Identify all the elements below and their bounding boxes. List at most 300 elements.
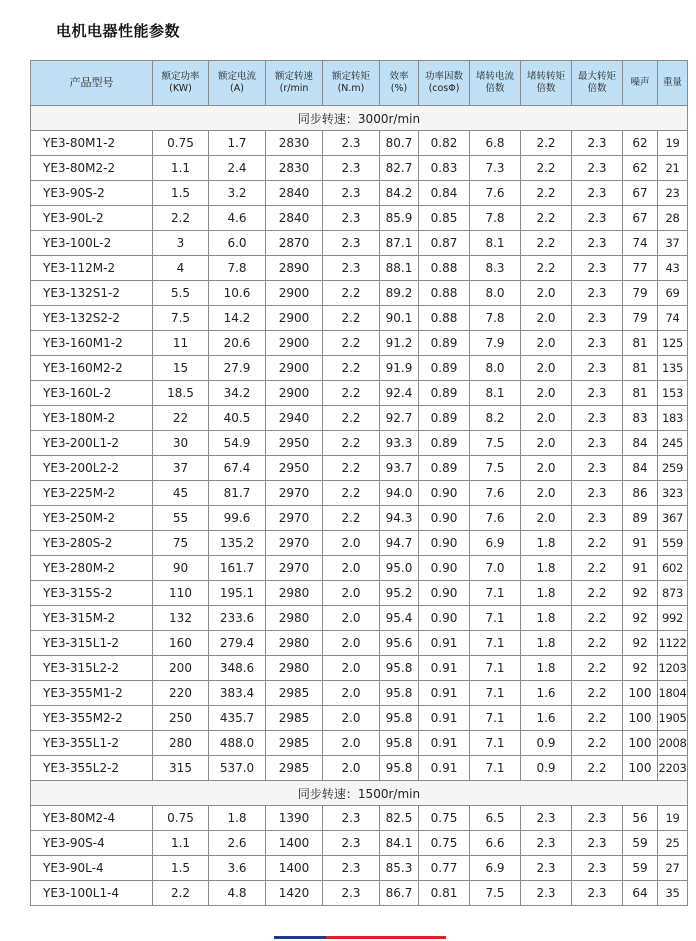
value-cell: 91.2: [380, 331, 419, 356]
value-cell: 259: [658, 456, 688, 481]
value-cell: 0.88: [419, 281, 470, 306]
model-cell: YE3-180M-2: [31, 406, 153, 431]
model-cell: YE3-160L-2: [31, 381, 153, 406]
value-cell: 0.89: [419, 406, 470, 431]
value-cell: 19: [658, 131, 688, 156]
value-cell: 91.9: [380, 356, 419, 381]
value-cell: 2.2: [572, 581, 623, 606]
value-cell: 15: [153, 356, 209, 381]
value-cell: 2.3: [323, 881, 380, 906]
model-cell: YE3-160M1-2: [31, 331, 153, 356]
value-cell: 2970: [266, 481, 323, 506]
value-cell: 195.1: [209, 581, 266, 606]
table-row: [31, 856, 688, 881]
value-cell: 2.2: [521, 256, 572, 281]
value-cell: 2.2: [521, 181, 572, 206]
value-cell: 18.5: [153, 381, 209, 406]
value-cell: 81: [623, 331, 658, 356]
value-cell: 95.8: [380, 731, 419, 756]
value-cell: 2.3: [572, 856, 623, 881]
value-cell: 2.3: [323, 206, 380, 231]
model-cell: YE3-132S2-2: [31, 306, 153, 331]
value-cell: 2.0: [521, 281, 572, 306]
value-cell: 2.0: [521, 431, 572, 456]
model-cell: YE3-90L-2: [31, 206, 153, 231]
value-cell: 7.9: [470, 331, 521, 356]
value-cell: 2985: [266, 756, 323, 781]
value-cell: 8.3: [470, 256, 521, 281]
model-cell: YE3-355L1-2: [31, 731, 153, 756]
value-cell: 992: [658, 606, 688, 631]
model-cell: YE3-315L2-2: [31, 656, 153, 681]
value-cell: 2.3: [572, 156, 623, 181]
table-row: [31, 706, 688, 731]
value-cell: 2.3: [572, 881, 623, 906]
value-cell: 56: [623, 806, 658, 831]
value-cell: 200: [153, 656, 209, 681]
value-cell: 1.8: [521, 656, 572, 681]
value-cell: 7.6: [470, 481, 521, 506]
table-row: [31, 306, 688, 331]
model-cell: YE3-90L-4: [31, 856, 153, 881]
model-cell: YE3-90S-4: [31, 831, 153, 856]
value-cell: 6.9: [470, 856, 521, 881]
value-cell: 2.0: [521, 356, 572, 381]
column-header: 最大转矩 倍数: [572, 61, 623, 106]
value-cell: 2985: [266, 731, 323, 756]
value-cell: 62: [623, 156, 658, 181]
value-cell: 92.7: [380, 406, 419, 431]
value-cell: 25: [658, 831, 688, 856]
value-cell: 0.87: [419, 231, 470, 256]
model-cell: YE3-315S-2: [31, 581, 153, 606]
value-cell: 1400: [266, 831, 323, 856]
value-cell: 0.90: [419, 531, 470, 556]
column-header: 额定转速 (r/min: [266, 61, 323, 106]
value-cell: 2.3: [521, 856, 572, 881]
value-cell: 2900: [266, 331, 323, 356]
value-cell: 23: [658, 181, 688, 206]
value-cell: 0.89: [419, 331, 470, 356]
value-cell: 94.0: [380, 481, 419, 506]
table-header-row: [31, 61, 688, 106]
value-cell: 2.2: [153, 881, 209, 906]
value-cell: 488.0: [209, 731, 266, 756]
value-cell: 55: [153, 506, 209, 531]
value-cell: 2.3: [572, 231, 623, 256]
value-cell: 0.84: [419, 181, 470, 206]
value-cell: 2.3: [323, 831, 380, 856]
value-cell: 135.2: [209, 531, 266, 556]
group-row: [31, 106, 688, 131]
value-cell: 2.2: [572, 756, 623, 781]
value-cell: 67: [623, 181, 658, 206]
table-row: [31, 631, 688, 656]
model-cell: YE3-280M-2: [31, 556, 153, 581]
model-cell: YE3-355M2-2: [31, 706, 153, 731]
value-cell: 92.4: [380, 381, 419, 406]
value-cell: 2.2: [153, 206, 209, 231]
value-cell: 0.89: [419, 456, 470, 481]
value-cell: 1.6: [521, 706, 572, 731]
value-cell: 0.75: [419, 806, 470, 831]
value-cell: 2985: [266, 681, 323, 706]
value-cell: 2.3: [323, 131, 380, 156]
value-cell: 1.8: [209, 806, 266, 831]
value-cell: 79: [623, 281, 658, 306]
column-header: 功率因数 (cosΦ): [419, 61, 470, 106]
value-cell: 160: [153, 631, 209, 656]
value-cell: 2203: [658, 756, 688, 781]
value-cell: 1905: [658, 706, 688, 731]
value-cell: 2.3: [572, 831, 623, 856]
value-cell: 92: [623, 606, 658, 631]
value-cell: 2985: [266, 706, 323, 731]
model-cell: YE3-250M-2: [31, 506, 153, 531]
value-cell: 84: [623, 456, 658, 481]
value-cell: 1.7: [209, 131, 266, 156]
model-cell: YE3-80M2-4: [31, 806, 153, 831]
value-cell: 2.2: [323, 456, 380, 481]
value-cell: 7.8: [470, 306, 521, 331]
value-cell: 99.6: [209, 506, 266, 531]
value-cell: 93.7: [380, 456, 419, 481]
value-cell: 7.3: [470, 156, 521, 181]
column-header: 额定功率 (KW): [153, 61, 209, 106]
value-cell: 0.9: [521, 731, 572, 756]
value-cell: 43: [658, 256, 688, 281]
table-row: [31, 381, 688, 406]
table-row: [31, 281, 688, 306]
spec-table: [30, 60, 688, 906]
value-cell: 1203: [658, 656, 688, 681]
value-cell: 27.9: [209, 356, 266, 381]
value-cell: 2.3: [572, 431, 623, 456]
value-cell: 0.91: [419, 706, 470, 731]
value-cell: 2950: [266, 456, 323, 481]
value-cell: 7.1: [470, 731, 521, 756]
value-cell: 11: [153, 331, 209, 356]
column-header: 产品型号: [31, 61, 153, 106]
value-cell: 2.2: [572, 656, 623, 681]
value-cell: 83: [623, 406, 658, 431]
value-cell: 2.0: [521, 456, 572, 481]
value-cell: 1.1: [153, 156, 209, 181]
value-cell: 1122: [658, 631, 688, 656]
value-cell: 2.0: [521, 331, 572, 356]
value-cell: 1.6: [521, 681, 572, 706]
value-cell: 84.2: [380, 181, 419, 206]
table-row: [31, 206, 688, 231]
value-cell: 2.2: [572, 681, 623, 706]
table-row: [31, 131, 688, 156]
value-cell: 6.9: [470, 531, 521, 556]
value-cell: 86.7: [380, 881, 419, 906]
table-row: [31, 256, 688, 281]
table-body: [31, 106, 688, 906]
value-cell: 559: [658, 531, 688, 556]
value-cell: 8.0: [470, 281, 521, 306]
value-cell: 30: [153, 431, 209, 456]
value-cell: 233.6: [209, 606, 266, 631]
value-cell: 602: [658, 556, 688, 581]
model-cell: YE3-100L1-4: [31, 881, 153, 906]
model-cell: YE3-355L2-2: [31, 756, 153, 781]
value-cell: 2830: [266, 156, 323, 181]
value-cell: 93.3: [380, 431, 419, 456]
value-cell: 2.2: [323, 381, 380, 406]
value-cell: 0.89: [419, 356, 470, 381]
value-cell: 2.0: [323, 706, 380, 731]
value-cell: 45: [153, 481, 209, 506]
value-cell: 7.1: [470, 681, 521, 706]
value-cell: 8.2: [470, 406, 521, 431]
value-cell: 0.82: [419, 131, 470, 156]
footer-bar-red: [326, 936, 446, 939]
model-cell: YE3-90S-2: [31, 181, 153, 206]
value-cell: 183: [658, 406, 688, 431]
value-cell: 2.3: [572, 381, 623, 406]
value-cell: 0.91: [419, 631, 470, 656]
value-cell: 1.8: [521, 581, 572, 606]
value-cell: 54.9: [209, 431, 266, 456]
value-cell: 3.6: [209, 856, 266, 881]
value-cell: 537.0: [209, 756, 266, 781]
model-cell: YE3-132S1-2: [31, 281, 153, 306]
model-cell: YE3-112M-2: [31, 256, 153, 281]
value-cell: 2.2: [521, 206, 572, 231]
value-cell: 80.7: [380, 131, 419, 156]
value-cell: 0.83: [419, 156, 470, 181]
value-cell: 2.3: [572, 306, 623, 331]
value-cell: 1.8: [521, 631, 572, 656]
value-cell: 7.1: [470, 656, 521, 681]
table-row: [31, 881, 688, 906]
value-cell: 2.6: [209, 831, 266, 856]
footer-bar-blue: [274, 936, 326, 939]
value-cell: 2.0: [323, 731, 380, 756]
column-header: 噪声: [623, 61, 658, 106]
value-cell: 74: [658, 306, 688, 331]
value-cell: 2970: [266, 556, 323, 581]
value-cell: 245: [658, 431, 688, 456]
value-cell: 2980: [266, 631, 323, 656]
model-cell: YE3-200L2-2: [31, 456, 153, 481]
value-cell: 95.8: [380, 681, 419, 706]
column-header: 堵转电流 倍数: [470, 61, 521, 106]
value-cell: 2.3: [323, 181, 380, 206]
value-cell: 21: [658, 156, 688, 181]
column-header: 堵转转矩 倍数: [521, 61, 572, 106]
table-row: [31, 156, 688, 181]
table-row: [31, 681, 688, 706]
value-cell: 2.2: [323, 506, 380, 531]
value-cell: 2.3: [572, 331, 623, 356]
value-cell: 79: [623, 306, 658, 331]
value-cell: 0.91: [419, 731, 470, 756]
value-cell: 75: [153, 531, 209, 556]
value-cell: 1.5: [153, 856, 209, 881]
model-cell: YE3-315L1-2: [31, 631, 153, 656]
value-cell: 2.0: [323, 606, 380, 631]
value-cell: 0.90: [419, 481, 470, 506]
value-cell: 6.6: [470, 831, 521, 856]
value-cell: 2.2: [521, 231, 572, 256]
value-cell: 2970: [266, 531, 323, 556]
value-cell: 95.4: [380, 606, 419, 631]
value-cell: 6.5: [470, 806, 521, 831]
value-cell: 2980: [266, 656, 323, 681]
value-cell: 0.88: [419, 306, 470, 331]
value-cell: 7.8: [470, 206, 521, 231]
value-cell: 2890: [266, 256, 323, 281]
value-cell: 7.8: [209, 256, 266, 281]
value-cell: 2.2: [323, 306, 380, 331]
value-cell: 7.5: [470, 881, 521, 906]
value-cell: 1390: [266, 806, 323, 831]
value-cell: 90: [153, 556, 209, 581]
value-cell: 94.3: [380, 506, 419, 531]
value-cell: 2900: [266, 281, 323, 306]
value-cell: 67: [623, 206, 658, 231]
value-cell: 2.3: [572, 806, 623, 831]
value-cell: 8.0: [470, 356, 521, 381]
value-cell: 3.2: [209, 181, 266, 206]
table-row: [31, 831, 688, 856]
value-cell: 100: [623, 706, 658, 731]
value-cell: 348.6: [209, 656, 266, 681]
value-cell: 4: [153, 256, 209, 281]
value-cell: 2870: [266, 231, 323, 256]
value-cell: 0.9: [521, 756, 572, 781]
value-cell: 7.0: [470, 556, 521, 581]
value-cell: 1804: [658, 681, 688, 706]
value-cell: 0.81: [419, 881, 470, 906]
value-cell: 435.7: [209, 706, 266, 731]
value-cell: 2.3: [323, 806, 380, 831]
value-cell: 2.2: [521, 156, 572, 181]
value-cell: 92: [623, 631, 658, 656]
value-cell: 0.85: [419, 206, 470, 231]
column-header: 效率 (%): [380, 61, 419, 106]
value-cell: 873: [658, 581, 688, 606]
table-row: [31, 756, 688, 781]
table-row: [31, 481, 688, 506]
value-cell: 2.3: [572, 506, 623, 531]
value-cell: 7.5: [470, 456, 521, 481]
value-cell: 2.0: [521, 306, 572, 331]
value-cell: 2.3: [572, 281, 623, 306]
value-cell: 28: [658, 206, 688, 231]
value-cell: 0.75: [153, 806, 209, 831]
value-cell: 2.2: [572, 731, 623, 756]
table-row: [31, 806, 688, 831]
value-cell: 2830: [266, 131, 323, 156]
value-cell: 2008: [658, 731, 688, 756]
value-cell: 2.3: [521, 881, 572, 906]
value-cell: 95.2: [380, 581, 419, 606]
group-label: 同步转速：1500r/min: [31, 781, 688, 806]
value-cell: 59: [623, 856, 658, 881]
value-cell: 2980: [266, 606, 323, 631]
value-cell: 0.75: [419, 831, 470, 856]
value-cell: 280: [153, 731, 209, 756]
value-cell: 2.2: [572, 556, 623, 581]
value-cell: 2940: [266, 406, 323, 431]
value-cell: 367: [658, 506, 688, 531]
value-cell: 1.8: [521, 556, 572, 581]
table-row: [31, 356, 688, 381]
value-cell: 2.3: [572, 131, 623, 156]
value-cell: 2970: [266, 506, 323, 531]
value-cell: 91: [623, 556, 658, 581]
value-cell: 2840: [266, 206, 323, 231]
value-cell: 383.4: [209, 681, 266, 706]
value-cell: 7.5: [153, 306, 209, 331]
value-cell: 10.6: [209, 281, 266, 306]
value-cell: 2.2: [323, 281, 380, 306]
value-cell: 2.0: [323, 756, 380, 781]
value-cell: 90.1: [380, 306, 419, 331]
table-row: [31, 231, 688, 256]
value-cell: 0.75: [153, 131, 209, 156]
value-cell: 2.0: [323, 681, 380, 706]
value-cell: 2.3: [323, 156, 380, 181]
column-header: 重量: [658, 61, 688, 106]
value-cell: 95.6: [380, 631, 419, 656]
value-cell: 2.2: [323, 481, 380, 506]
value-cell: 2.0: [521, 406, 572, 431]
value-cell: 88.1: [380, 256, 419, 281]
value-cell: 62: [623, 131, 658, 156]
value-cell: 0.89: [419, 381, 470, 406]
value-cell: 94.7: [380, 531, 419, 556]
table-row: [31, 656, 688, 681]
value-cell: 7.6: [470, 506, 521, 531]
model-cell: YE3-80M2-2: [31, 156, 153, 181]
value-cell: 279.4: [209, 631, 266, 656]
value-cell: 37: [658, 231, 688, 256]
value-cell: 0.77: [419, 856, 470, 881]
value-cell: 323: [658, 481, 688, 506]
value-cell: 7.1: [470, 706, 521, 731]
value-cell: 0.90: [419, 506, 470, 531]
value-cell: 2.0: [521, 381, 572, 406]
value-cell: 2900: [266, 356, 323, 381]
value-cell: 59: [623, 831, 658, 856]
value-cell: 0.90: [419, 581, 470, 606]
value-cell: 2.2: [521, 131, 572, 156]
model-cell: YE3-355M1-2: [31, 681, 153, 706]
value-cell: 81: [623, 356, 658, 381]
value-cell: 2.2: [323, 356, 380, 381]
value-cell: 64: [623, 881, 658, 906]
value-cell: 125: [658, 331, 688, 356]
value-cell: 0.91: [419, 656, 470, 681]
value-cell: 3: [153, 231, 209, 256]
table-row: [31, 731, 688, 756]
value-cell: 92: [623, 656, 658, 681]
value-cell: 91: [623, 531, 658, 556]
value-cell: 27: [658, 856, 688, 881]
value-cell: 7.1: [470, 631, 521, 656]
table-row: [31, 581, 688, 606]
value-cell: 87.1: [380, 231, 419, 256]
value-cell: 22: [153, 406, 209, 431]
value-cell: 6.0: [209, 231, 266, 256]
value-cell: 135: [658, 356, 688, 381]
table-row: [31, 506, 688, 531]
